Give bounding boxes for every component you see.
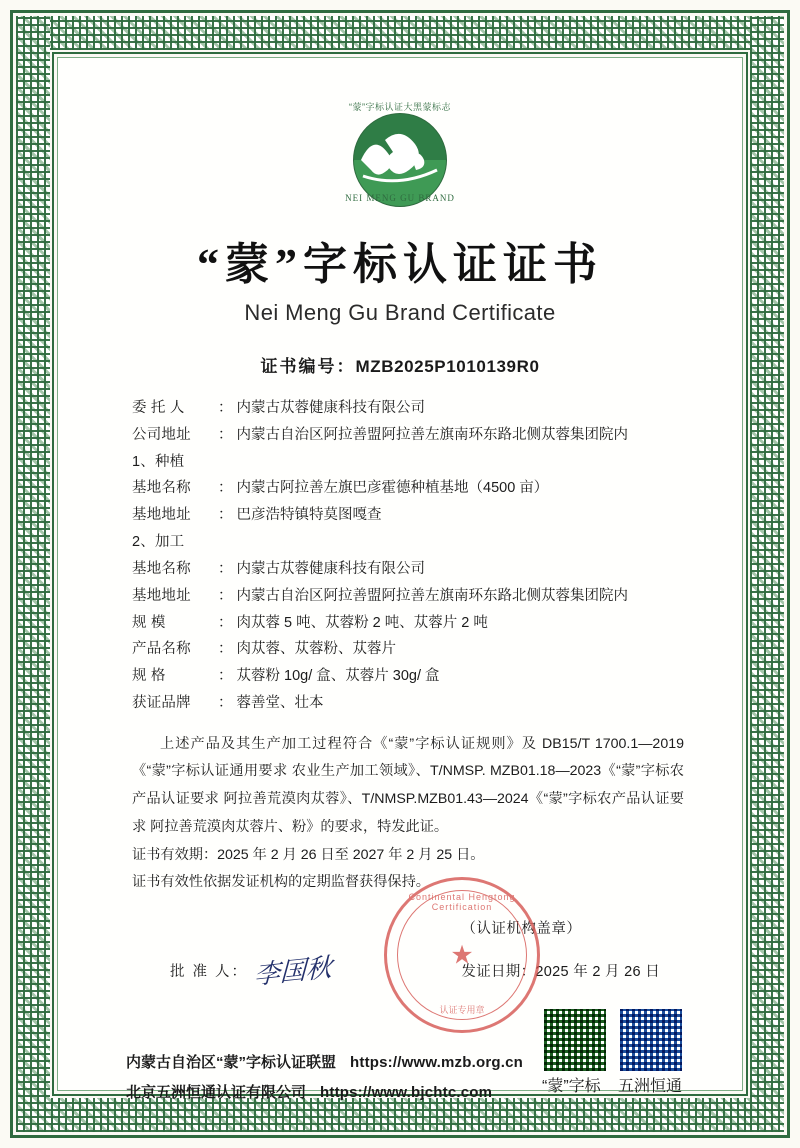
field-value: 苁蓉粉 10g/ 盒、苁蓉片 30g/ 盒	[236, 668, 440, 685]
qr-code-blue-image	[618, 1007, 684, 1073]
section-heading-planting: 1、种植	[132, 453, 185, 470]
field-value: 肉苁蓉、苁蓉粉、苁蓉片	[236, 641, 396, 658]
field-label: 基地地址	[132, 507, 191, 524]
field-label: 获证品牌	[132, 694, 191, 711]
field-colon: ：	[218, 614, 233, 631]
field-row	[132, 583, 690, 610]
field-row	[132, 475, 690, 502]
certificate-number	[260, 352, 539, 377]
approver-label: 批 准 人：	[170, 963, 249, 980]
field-value: 肉苁蓉 5 吨、苁蓉粉 2 吨、苁蓉片 2 吨	[236, 614, 488, 631]
seal-top-text: Continental Hengtong Certification	[408, 891, 516, 912]
qr-code-green-image	[542, 1007, 608, 1073]
field-row	[132, 395, 690, 422]
certificate-content	[58, 58, 742, 1101]
qr-code-blue[interactable]	[618, 1007, 684, 1108]
field-colon: ：	[218, 426, 233, 443]
field-value: 内蒙古自治区阿拉善盟阿拉善左旗南环东路北侧苁蓉集团院内	[236, 426, 628, 443]
field-colon: ：	[218, 587, 233, 604]
field-label: 规 模	[132, 614, 166, 631]
frame-left	[16, 16, 50, 1132]
maintenance-text: 证书有效性依据发证机构的定期监督获得保持。	[132, 874, 430, 891]
footer-organizations	[126, 1048, 523, 1108]
field-row	[132, 690, 690, 717]
field-value: 内蒙古苁蓉健康科技有限公司	[236, 560, 425, 577]
field-row	[132, 502, 690, 529]
issuer-block	[461, 917, 660, 981]
field-value: 内蒙古苁蓉健康科技有限公司	[236, 400, 425, 416]
footer-row	[126, 1078, 523, 1108]
field-label: 基地名称	[132, 480, 191, 497]
footer-org-name: 内蒙古自治区“蒙”字标认证联盟	[126, 1053, 337, 1071]
field-label: 基地名称	[132, 560, 191, 577]
field-colon: ：	[218, 560, 233, 577]
field-row	[132, 556, 690, 583]
seal-note: （认证机构盖章）	[461, 920, 582, 937]
statement-text: 上述产品及其生产加工过程符合《“蒙”字标认证规则》及 DB15/T 1700.1—2019《“蒙”字标认证通用要求 农业生产加工领域》、T/NMSP. MZB01.18—2023《“蒙”字标农 产品认证要求 阿拉善荒漠肉苁蓉》、T/NMSP.MZB01.43—2024《“蒙”字标农产品认证要求 阿拉善荒漠肉苁蓉片、粉》的要求，特发此证。	[132, 735, 684, 835]
qr-code-green-caption: “蒙”字标	[542, 1077, 601, 1095]
field-colon: ：	[218, 694, 233, 711]
certificate-number-label: 证书编号：	[260, 357, 356, 376]
certificate-fields	[110, 395, 690, 717]
field-label: 公司地址	[132, 426, 191, 443]
logo-arc-text: “蒙”字标认证大黑蒙标志	[349, 102, 451, 112]
qr-code-green[interactable]	[542, 1007, 608, 1108]
page-title: “蒙”字标认证证书	[197, 240, 603, 289]
field-label: 规 格	[132, 668, 166, 685]
field-value: 蓉善堂、壮本	[236, 694, 324, 711]
frame-top	[16, 16, 784, 50]
field-value: 内蒙古阿拉善左旗巴彦霍德种植基地（4500 亩）	[236, 480, 549, 497]
signature-area	[110, 891, 690, 1015]
footer-row	[126, 1048, 523, 1078]
field-row	[132, 422, 690, 449]
certificate-statement	[110, 731, 690, 897]
footer-org-name: 北京五洲恒通认证有限公司	[126, 1083, 307, 1101]
seal-star-icon: ★	[450, 939, 474, 970]
approver-block	[170, 917, 333, 991]
field-value: 内蒙古自治区阿拉善盟阿拉善左旗南环东路北侧苁蓉集团院内	[236, 587, 628, 604]
field-colon: ：	[218, 400, 233, 416]
seal-bottom-text: 认证专用章	[439, 1004, 485, 1015]
issue-date: 发证日期：2025 年 2 月 26 日	[461, 963, 660, 980]
field-row	[132, 610, 690, 637]
field-label: 产品名称	[132, 641, 191, 658]
field-row	[132, 636, 690, 663]
certificate-footer	[110, 1007, 690, 1108]
footer-org-url[interactable]: https://www.bjchtc.com	[320, 1083, 493, 1101]
brand-logo	[315, 100, 485, 218]
field-label: 基地地址	[132, 587, 191, 604]
section-heading-processing: 2、加工	[132, 534, 185, 551]
certificate-number-value: MZB2025P1010139R0	[355, 357, 540, 376]
page-title-en: Nei Meng Gu Brand Certificate	[244, 300, 556, 325]
svg-text:NEI MENG GU BRAND: NEI MENG GU BRAND	[345, 193, 455, 203]
approver-signature: 李国秋	[253, 952, 333, 991]
footer-org-url[interactable]: https://www.mzb.org.cn	[350, 1053, 524, 1071]
eagle-mountain-logo-icon	[315, 100, 485, 218]
validity-text: 证书有效期：2025 年 2 月 26 日至 2027 年 2 月 25 日。	[132, 846, 485, 863]
frame-right	[750, 16, 784, 1132]
field-colon: ：	[218, 668, 233, 685]
qr-code-blue-caption: 五洲恒通	[618, 1077, 683, 1095]
field-colon: ：	[218, 641, 233, 658]
field-value: 巴彦浩特镇特莫图嘎查	[236, 507, 382, 524]
field-row	[132, 663, 690, 690]
field-label: 委 托 人	[132, 400, 185, 416]
field-colon: ：	[218, 507, 233, 524]
field-colon: ：	[218, 480, 233, 497]
footer-qr-codes	[542, 1007, 684, 1108]
